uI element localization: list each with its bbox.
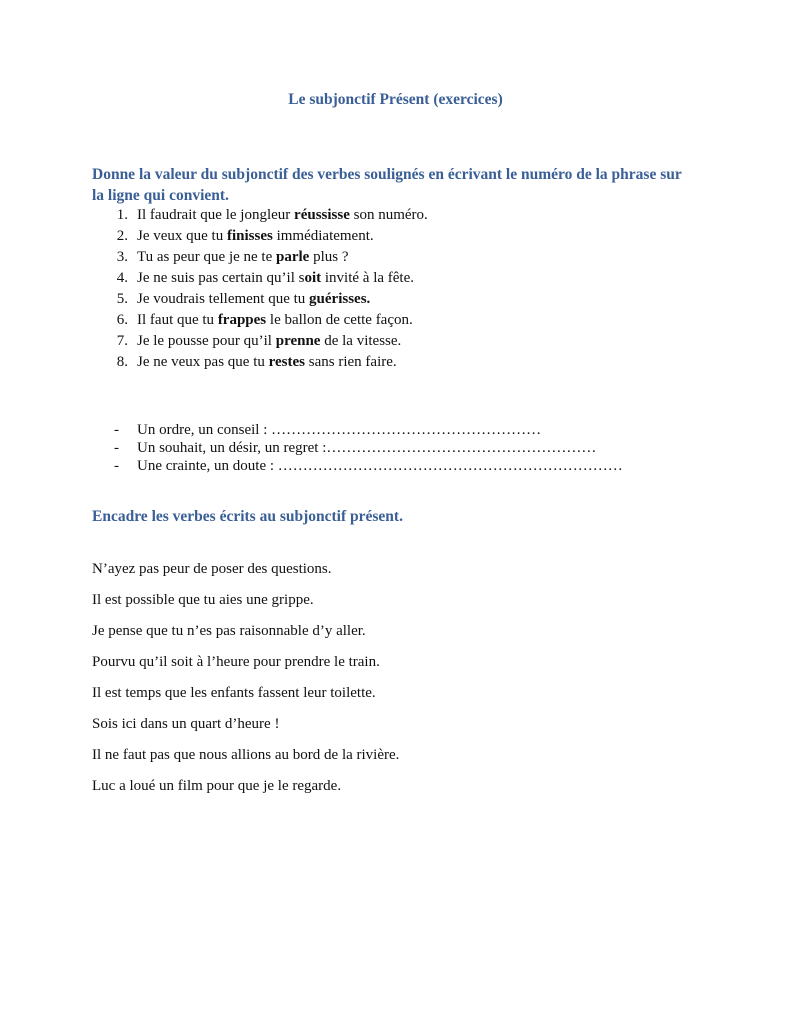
item-number: 8. xyxy=(116,354,128,370)
dash-bullet: - xyxy=(114,440,119,456)
item-text-after: plus ? xyxy=(309,249,349,265)
item-number: 4. xyxy=(116,270,128,286)
item-verb: parle xyxy=(276,249,310,265)
item-text xyxy=(137,289,370,309)
sentence: Sois ici dans un quart d’heure ! xyxy=(92,716,280,732)
item-text xyxy=(137,205,428,225)
item-verb: finisses xyxy=(226,228,273,244)
item-text-after: son numéro. xyxy=(349,207,428,223)
exercise2-instruction: Encadre les verbes écrits au subjonctif présent. xyxy=(92,508,403,525)
item-text-after: de la vitesse. xyxy=(320,333,402,349)
item-text xyxy=(137,268,414,288)
item-text-before: Il faudrait que le jongleur xyxy=(137,207,295,223)
item-text-before: Il faut que tu xyxy=(137,312,218,328)
category-text: Un ordre, un conseil : ……………………………………………… xyxy=(137,422,542,438)
item-number: 5. xyxy=(116,291,128,307)
exercise1-instruction: Donne la valeur du subjonctif des verbes soulignés en écrivant le numéro de la phrase sur la ligne qui convient. xyxy=(92,166,682,204)
item-number: 6. xyxy=(116,312,128,328)
sentence: Luc a loué un film pour que je le regarde. xyxy=(92,778,342,794)
item-number: 1. xyxy=(116,207,128,223)
category-text: Une crainte, un doute : …………………………………………………………… xyxy=(137,458,623,474)
item-verb: prenne xyxy=(275,333,321,349)
sentence: Il est possible que tu aies une grippe. xyxy=(92,592,314,608)
sentence: Il ne faut pas que nous allions au bord de la rivière. xyxy=(92,747,400,763)
item-number: 7. xyxy=(116,333,128,349)
item-text-before: Je le pousse pour qu’il xyxy=(137,333,276,349)
dash-bullet: - xyxy=(114,458,119,474)
sentence: Pourvu qu’il soit à l’heure pour prendre le train. xyxy=(92,654,380,670)
item-text-after: invité à la fête. xyxy=(321,270,415,286)
sentence: Je pense que tu n’es pas raisonnable d’y aller. xyxy=(92,623,366,639)
item-text xyxy=(137,247,349,267)
sentence: Il est temps que les enfants fassent leur toilette. xyxy=(92,685,376,701)
item-verb: réussisse xyxy=(294,207,350,223)
item-number: 2. xyxy=(116,228,128,244)
category-text: Un souhait, un désir, un regret :……………………………………………… xyxy=(137,440,597,456)
item-text xyxy=(137,331,401,351)
item-verb: frappes xyxy=(217,312,267,328)
item-verb: oit xyxy=(304,270,322,286)
page-title: Le subjonctif Présent (exercices) xyxy=(288,91,503,108)
item-text xyxy=(137,310,413,330)
item-text-before: Tu as peur que je ne te xyxy=(137,249,276,265)
dash-bullet: - xyxy=(114,422,119,438)
sentence: N’ayez pas peur de poser des questions. xyxy=(92,561,332,577)
item-verb: guérisses. xyxy=(309,291,371,307)
item-text-before: Je ne veux pas que tu xyxy=(137,354,269,370)
item-text xyxy=(137,352,397,372)
item-verb: restes xyxy=(268,354,306,370)
item-text-after: le ballon de cette façon. xyxy=(266,312,413,328)
item-text-after: immédiatement. xyxy=(272,228,374,244)
item-text-after: sans rien faire. xyxy=(305,354,397,370)
item-text-before: Je veux que tu xyxy=(137,228,227,244)
item-number: 3. xyxy=(116,249,128,265)
item-text-before: Je voudrais tellement que tu xyxy=(137,291,310,307)
item-text xyxy=(137,226,374,246)
item-text-before: Je ne suis pas certain qu’il s xyxy=(137,270,305,286)
